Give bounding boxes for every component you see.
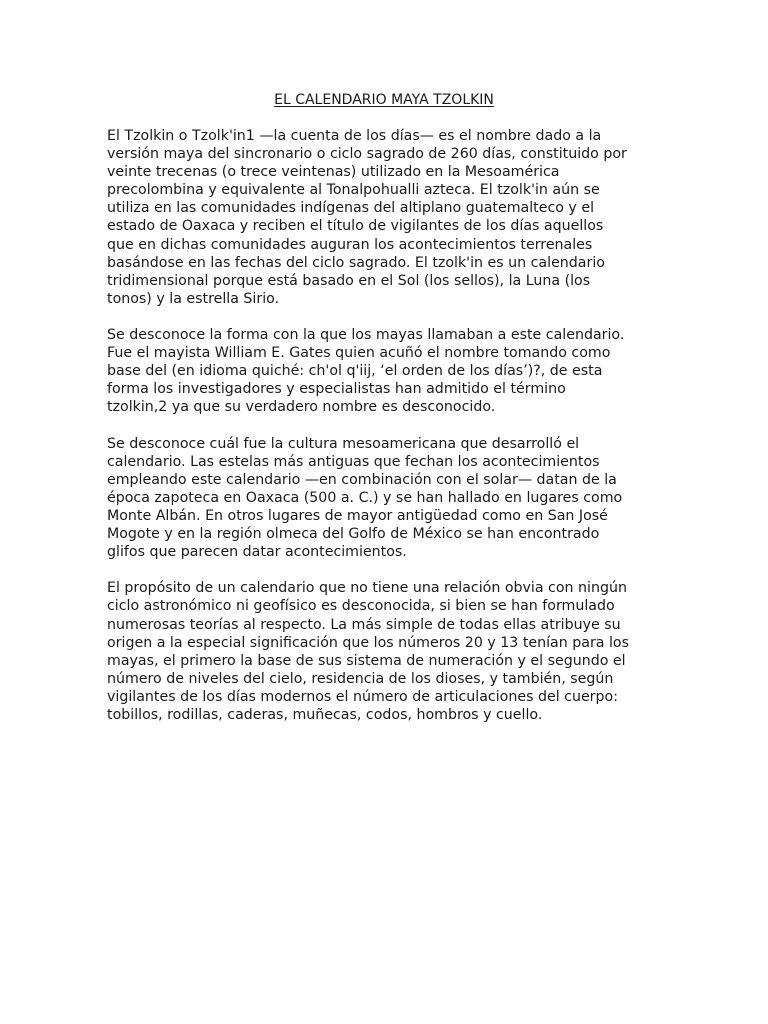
text-line: Mogote y en la región olmeca del Golfo de México se han encontrado [107,526,600,543]
document-body [107,127,667,742]
paragraph-3 [107,435,667,562]
paragraph-4 [107,579,667,724]
text-line: El Tzolkin o Tzolk'in1 —la cuenta de los días— es el nombre dado a la [107,128,602,144]
text-line: tzolkin,2 ya que su verdadero nombre es desconocido. [107,399,496,416]
text-line: glifos que parecen datar acontecimientos. [107,544,407,561]
text-line: tridimensional porque está basado en el Sol (los sellos), la Luna (los [107,272,591,289]
text-line: Se desconoce la forma con la que los mayas llamaban a este calendario. [107,327,625,344]
text-line: precolombina y equivalente al Tonalpohualli azteca. El tzolk'in aún se [107,182,600,199]
text-line: tobillos, rodillas, caderas, muñecas, codos, hombros y cuello. [107,707,543,723]
paragraph-2 [107,326,667,416]
text-line: basándose en las fechas del ciclo sagrado. El tzolk'in es un calendario [107,254,605,271]
text-line: origen a la especial significación que los números 20 y 13 tenían para los [107,634,630,651]
text-line: época zapoteca en Oaxaca (500 a. C.) y se han hallado en lugares como [107,489,623,506]
text-line: Monte Albán. En otros lugares de mayor antigüedad como en San José [107,507,608,524]
text-line: utiliza en las comunidades indígenas del altiplano guatemalteco y el [107,200,595,217]
text-line: numerosas teorías al respecto. La más simple de todas ellas atribuye su [107,616,621,633]
text-line: tonos) y la estrella Sirio. [107,290,280,307]
document-title-text: EL CALENDARIO MAYA TZOLKIN [274,92,494,108]
text-line: calendario. Las estelas más antiguas que fechan los acontecimientos [107,453,600,470]
text-line: forma los investigadores y especialistas han admitido el término [107,381,566,398]
text-line: veinte trecenas (o trece veintenas) utilizado en la Mesoamérica [107,164,560,181]
paragraph-1 [107,127,667,308]
text-line: Se desconoce cuál fue la cultura mesoamericana que desarrolló el [107,435,580,452]
text-line: que en dichas comunidades auguran los acontecimientos terrenales [107,236,593,253]
text-line: base del (en idioma quiché: ch'ol q'iij, ‘el orden de los días’)?, de esta [107,363,603,380]
document-title [0,91,768,109]
text-line: versión maya del sincronario o ciclo sagrado de 260 días, constituido por [107,146,627,163]
text-line: mayas, el primero la base de sus sistema de numeración y el segundo el [107,652,626,669]
text-line: vigilantes de los días modernos el número de articulaciones del cuerpo: [107,688,618,705]
text-line: empleando este calendario —en combinación con el solar— datan de la [107,471,617,488]
text-line: estado de Oaxaca y reciben el título de vigilantes de los días aquellos [107,218,604,235]
text-line: ciclo astronómico ni geofísico es desconocida, si bien se han formulado [107,598,615,615]
text-line: El propósito de un calendario que no tiene una relación obvia con ningún [107,580,627,597]
text-line: Fue el mayista William E. Gates quien acuñó el nombre tomando como [107,345,611,362]
text-line: número de niveles del cielo, residencia de los dioses, y también, según [107,670,614,687]
